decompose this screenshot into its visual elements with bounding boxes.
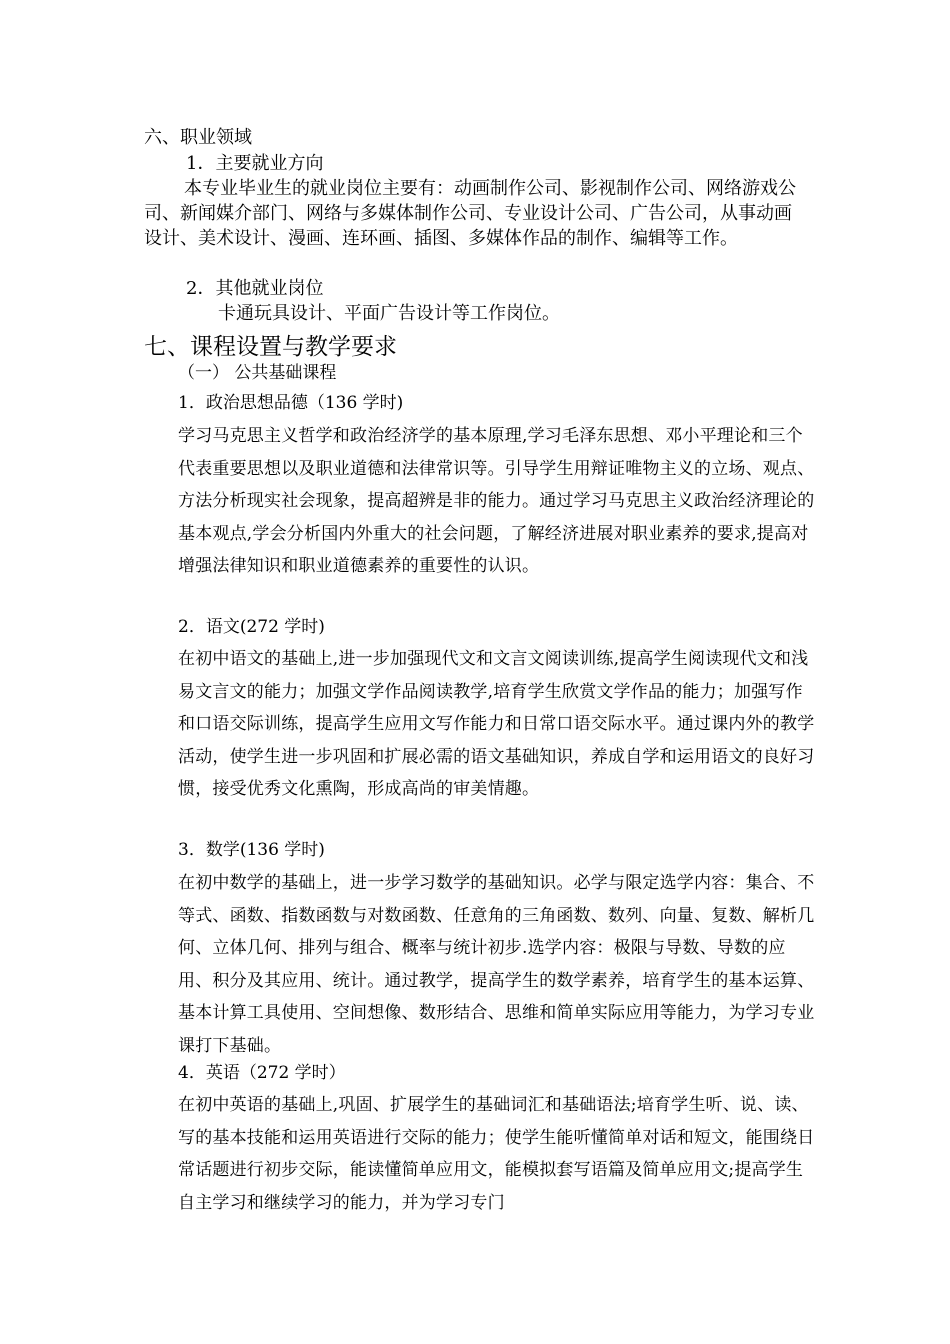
section-6-heading: 六、职业领域 <box>144 127 252 148</box>
section-6-item-1-text: 本专业毕业生的就业岗位主要有：动画制作公司、影视制作公司、网络游戏公司、新闻媒介部门、网络与多媒体制作公司、专业设计公司、广告公司，从事动画设计、美术设计、漫画、连环画、插图、多媒体作品的制作、编辑等工作。 <box>144 178 796 249</box>
course-2-title: 2．语文(272 学时) <box>178 617 325 637</box>
section-6-item-1-heading: 1．主要就业方向 <box>186 153 324 174</box>
section-7-subheading: （一） 公共基础课程 <box>178 363 337 383</box>
course-3-text: 在初中数学的基础上，进一步学习数学的基础知识。必学与限定选学内容：集合、不等式、函数、指数函数与对数函数、任意角的三角函数、数列、向量、复数、解析几何、立体几何、排列与组合、概率与统计初步.选学内容：极限与导数、导数的应用、积分及其应用、统计。通过教学，提高学生的数学素养，培育学生的基本运算、基本计算工具使用、空间想像、数形结合、思维和简单实际应用等能力，为学习专业课打下基础。 <box>178 873 815 1056</box>
section-6-item-2-text: 卡通玩具设计、平面广告设计等工作岗位。 <box>218 303 560 324</box>
course-4-text: 在初中英语的基础上,巩固、扩展学生的基础词汇和基础语法;培育学生听、说、读、写的基本技能和运用英语进行交际的能力；使学生能听懂简单对话和短文，能围绕日常话题进行初步交际，能读懂简单应用文，能模拟套写语篇及简单应用文;提高学生自主学习和继续学习的能力，并为学习专门 <box>178 1095 815 1213</box>
course-3-title: 3．数学(136 学时) <box>178 840 325 860</box>
course-4-title: 4．英语（272 学时） <box>178 1063 346 1083</box>
section-6-item-2-heading: 2．其他就业岗位 <box>186 278 324 299</box>
course-2-text: 在初中语文的基础上,进一步加强现代文和文言文阅读训练,提高学生阅读现代文和浅易文言文的能力；加强文学作品阅读教学,培育学生欣赏文学作品的能力；加强写作和口语交际训练，提高学生应用文写作能力和日常口语交际水平。通过课内外的教学活动，使学生进一步巩固和扩展必需的语文基础知识，养成自学和运用语文的良好习惯，接受优秀文化熏陶，形成高尚的审美情趣。 <box>178 649 815 799</box>
course-1-title: 1．政治思想品德（136 学时) <box>178 393 404 413</box>
course-1-text: 学习马克思主义哲学和政治经济学的基本原理,学习毛泽东思想、邓小平理论和三个代表重要思想以及职业道德和法律常识等。引导学生用辩证唯物主义的立场、观点、方法分析现实社会现象，提高超辨是非的能力。通过学习马克思主义政治经济理论的基本观点,学会分析国内外重大的社会问题，了解经济进展对职业素养的要求,提高对增强法律知识和职业道德素养的重要性的认识。 <box>178 426 815 576</box>
section-7-heading: 七、课程设置与教学要求 <box>144 334 397 360</box>
